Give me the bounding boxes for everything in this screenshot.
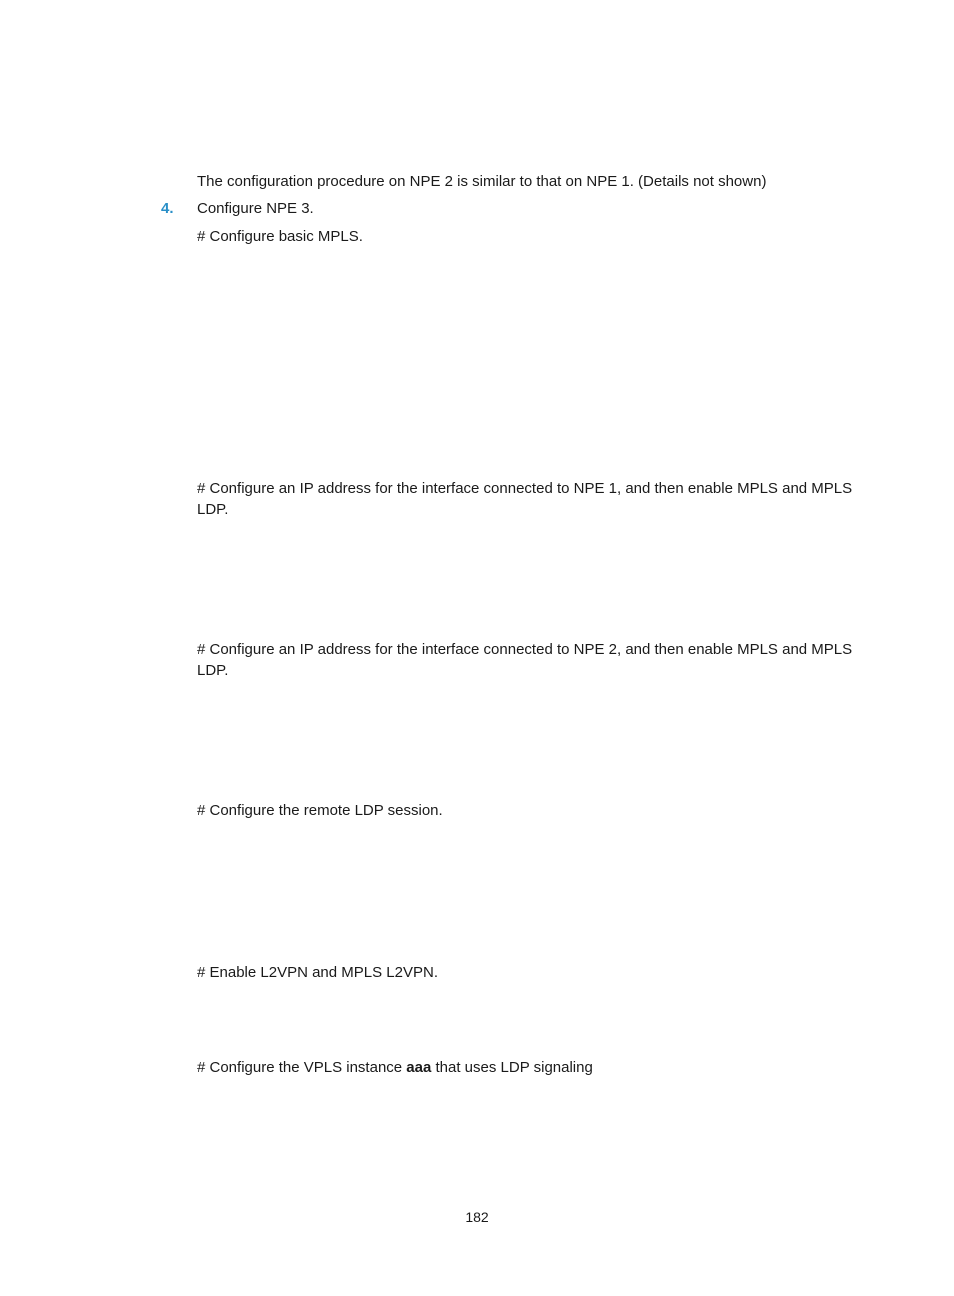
comment-remote-ldp: # Configure the remote LDP session. — [197, 802, 443, 819]
vpls-suffix: that uses LDP signaling — [431, 1059, 593, 1076]
vpls-prefix: # Configure the VPLS instance — [197, 1059, 407, 1076]
comment-enable-l2vpn: # Enable L2VPN and MPLS L2VPN. — [197, 964, 438, 981]
comment-vpls-instance — [197, 1057, 869, 1078]
vpls-instance-name: aaa — [406, 1059, 432, 1076]
comment-npe1-interface: # Configure an IP address for the interface connected to NPE 1, and then enable MPLS and MPLS LDP. — [197, 480, 853, 518]
comment-npe2-interface: # Configure an IP address for the interface connected to NPE 2, and then enable MPLS and MPLS LDP. — [197, 641, 853, 679]
intro-text: The configuration procedure on NPE 2 is similar to that on NPE 1. (Details not shown) — [197, 173, 767, 190]
page-number: 182 — [465, 1209, 489, 1225]
comment-basic-mpls: # Configure basic MPLS. — [197, 228, 363, 245]
step-number: 4. — [161, 200, 174, 217]
step-text: Configure NPE 3. — [197, 200, 314, 217]
